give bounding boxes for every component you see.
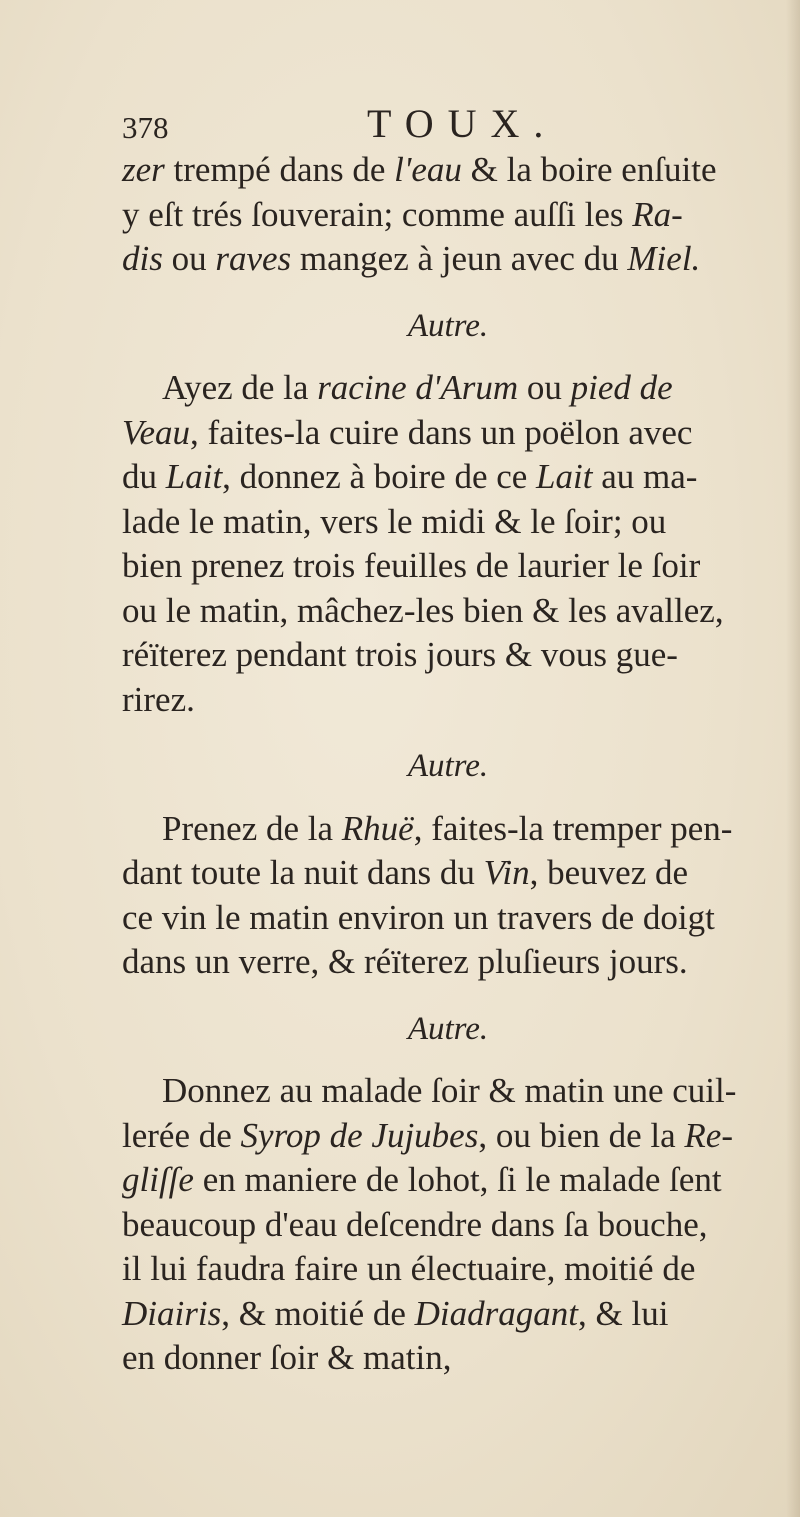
text-line: [122, 1203, 774, 1248]
text-run: du: [122, 457, 166, 496]
text-run: beaucoup d'eau deſcendre dans ſa bouche,: [122, 1204, 708, 1244]
italic-run: Miel.: [627, 239, 701, 278]
text-line: [122, 678, 774, 723]
text-line: [122, 940, 774, 985]
text-run: ou le matin, mâchez-les bien & les avallez,: [122, 590, 724, 630]
text-run: , faites-la cuire dans un poëlon avec: [190, 412, 693, 452]
text-run: dans un verre, & réïterez pluſieurs jours.: [122, 942, 688, 981]
text-run: , faites-la tremper pen-: [413, 808, 733, 848]
section-heading: Autre.: [407, 748, 489, 784]
text-run: au ma-: [592, 457, 698, 496]
italic-run: zer: [122, 150, 165, 189]
italic-run: Ra-: [632, 194, 683, 234]
text-run: lerée de: [122, 1115, 241, 1155]
text-line: [122, 1114, 774, 1159]
page-header: [122, 100, 722, 150]
text-run: réïterez pendant trois jours & vous gue-: [122, 635, 678, 674]
text-run: rirez.: [122, 679, 195, 719]
text-run: il lui faudra faire un électuaire, moitié de: [122, 1249, 696, 1288]
text-run: en donner ſoir & matin,: [122, 1338, 452, 1377]
text-line: [122, 1069, 774, 1114]
section-heading: Autre.: [407, 1010, 489, 1047]
italic-run: gliſſe: [122, 1160, 194, 1199]
text-run: Prenez de la: [162, 808, 342, 848]
text-run: ce vin le matin environ un travers de doigt: [122, 897, 715, 937]
italic-run: Syrop de Jujubes: [240, 1115, 479, 1155]
text-run: , beuvez de: [529, 853, 689, 892]
text-run: ou: [518, 368, 571, 407]
text-run: trempé dans de: [164, 150, 395, 189]
italic-run: Lait: [536, 457, 593, 496]
italic-run: pied de: [570, 368, 673, 407]
text-run: , donnez à boire de ce: [222, 457, 537, 496]
text-line: [122, 1336, 774, 1381]
text-line: [122, 589, 774, 634]
italic-run: Rhuë: [341, 808, 414, 848]
italic-run: racine: [317, 368, 407, 407]
italic-run: dis: [122, 239, 163, 278]
text-run: Donnez au malade ſoir & matin une cuil-: [162, 1071, 737, 1110]
text-line: [122, 366, 774, 411]
italic-run: Diairis: [122, 1293, 222, 1333]
text-line: [122, 148, 774, 193]
text-line: [122, 851, 774, 896]
text-run: & la boire enſuite: [461, 150, 717, 189]
text-run: lade le matin, vers le midi & le ſoir; ou: [122, 501, 667, 541]
section-heading: Autre.: [407, 307, 489, 344]
italic-run: l'eau: [394, 150, 462, 189]
text-run: en maniere de lohot, ſi le malade ſent: [193, 1160, 722, 1199]
text-line: [122, 455, 774, 500]
text-run: y eſt trés ſouverain; comme auſſi les: [122, 194, 633, 234]
text-run: mangez à jeun avec du: [291, 239, 628, 278]
text-line: [122, 1247, 774, 1292]
text-line: [122, 1292, 774, 1337]
text-line: [122, 1158, 774, 1203]
text-line: [122, 193, 774, 238]
italic-run: Re-: [684, 1115, 733, 1155]
text-run: , ou bien de la: [478, 1115, 685, 1155]
body-text: [122, 148, 774, 1381]
text-line: [122, 500, 774, 545]
text-line: [122, 633, 774, 678]
italic-run: Lait: [165, 457, 223, 496]
running-head: TOUX.: [367, 101, 558, 146]
page-edge-shadow: [786, 0, 800, 1517]
text-run: Ayez de la: [162, 368, 318, 407]
italic-run: Diadragant: [414, 1293, 579, 1333]
page-number: 378: [122, 110, 169, 145]
italic-run: Veau: [122, 412, 191, 452]
text-run: , & moitié de: [221, 1293, 415, 1333]
text-run: ou: [162, 239, 216, 278]
text-run: , & lui: [578, 1293, 669, 1333]
text-line: [122, 411, 774, 456]
text-line: [122, 807, 774, 852]
italic-run: raves: [215, 239, 292, 278]
text-line: [122, 237, 774, 282]
text-line: [122, 544, 774, 589]
text-line: [122, 896, 774, 941]
text-run: dant toute la nuit dans du: [122, 853, 484, 892]
italic-run: Vin: [483, 853, 530, 892]
text-run: bien prenez trois feuilles de laurier le ſoir: [122, 546, 701, 585]
italic-run: d'Arum: [415, 368, 519, 407]
